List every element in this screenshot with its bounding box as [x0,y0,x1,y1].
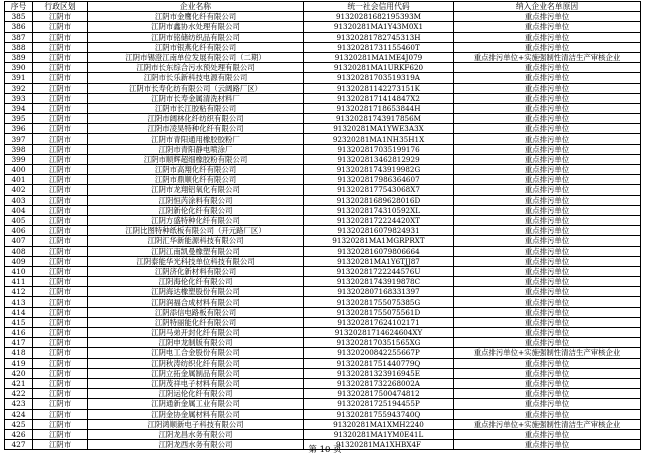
cell-company-name: 江阴比图特种纸板有限公司（开元路厂区） [88,226,304,236]
cell-reason: 重点排污单位 [454,297,641,307]
cell-index: 399 [5,154,33,164]
cell-reason: 重点排污单位 [454,185,641,195]
cell-index: 388 [5,42,33,52]
table-row [5,42,641,52]
cell-region: 江阴市 [33,144,88,154]
cell-company-name: 江阴金协金属材料有限公司 [88,409,304,419]
cell-credit-code: 91320281714148​47X2 [304,93,454,103]
cell-company-name: 江阴市龙翔铝氧化有限公司 [88,185,304,195]
cell-region: 江阴市 [33,307,88,317]
cell-reason: 重点排污单位 [454,277,641,287]
table-row [5,134,641,144]
header-credit-code: 统一社会信用代码 [304,2,454,12]
cell-company-name: 江阴立拓金属制品有限公司 [88,368,304,378]
cell-credit-code: 91320281MA1YM0E41L [304,429,454,439]
cell-credit-code: 913202807168331397 [304,287,454,297]
cell-credit-code: 91320281346281292​9 [304,154,454,164]
cell-index: 394 [5,103,33,113]
cell-region: 江阴市 [33,429,88,439]
table-row [5,103,641,113]
cell-index: 422 [5,389,33,399]
cell-region: 江阴市 [33,409,88,419]
cell-reason: 重点排污单位 [454,12,641,22]
cell-reason: 重点排污单位 [454,266,641,276]
table-row [5,419,641,429]
cell-credit-code: 913202816896280​16D [304,195,454,205]
cell-credit-code: 91320281MA1YWE3A3X [304,124,454,134]
cell-company-name: 江阴市凌昊特种化纤有限公司 [88,124,304,134]
cell-reason: 重点排污单位 [454,154,641,164]
cell-index: 395 [5,114,33,124]
cell-region: 江阴市 [33,266,88,276]
cell-reason: 重点排污单位 [454,338,641,348]
cell-reason: 重点排污单位 [454,73,641,83]
cell-credit-code: 91320281703519917​6 [304,144,454,154]
cell-reason: 重点排污单位 [454,124,641,134]
cell-index: 413 [5,297,33,307]
cell-region: 江阴市 [33,103,88,113]
cell-company-name: 江阴汇华新能源科技有限公司 [88,236,304,246]
cell-credit-code: 913202817550755​61D [304,307,454,317]
cell-credit-code: 91320281682195393M [304,12,454,22]
cell-company-name: 江阴市青阳静电喷涂厂 [88,144,304,154]
table-row [5,165,641,175]
cell-company-name: 江阴市顺辉超细橡胶粉有限公司 [88,154,304,164]
table-row [5,429,641,439]
cell-index: 424 [5,409,33,419]
cell-region: 江阴市 [33,165,88,175]
cell-company-name: 江阴市青阳通用橡胶胶粉厂 [88,134,304,144]
header-region: 行政区划 [33,2,88,12]
cell-region: 江阴市 [33,277,88,287]
table-row [5,277,641,287]
table-row [5,236,641,246]
table-row [5,409,641,419]
cell-company-name: 江阴方盛特种化纤有限公司 [88,215,304,225]
table-row [5,368,641,378]
cell-region: 江阴市 [33,205,88,215]
cell-index: 421 [5,378,33,388]
cell-region: 江阴市 [33,338,88,348]
cell-credit-code: 913202817439199​82G [304,165,454,175]
cell-credit-code: 91320281798636​4607 [304,175,454,185]
cell-region: 江阴市 [33,124,88,134]
cell-company-name: 江阴市银燕化纤有限公司 [88,42,304,52]
cell-reason: 重点排污单位 [454,175,641,185]
cell-company-name: 江阴江南凯曼橡塑有限公司 [88,246,304,256]
cell-company-name: 江阴添信电路板有限公司 [88,307,304,317]
cell-company-name: 江阴市阔林化纤纺织有限公司 [88,114,304,124]
cell-company-name: 江阴济化新材料有限公司 [88,266,304,276]
cell-index: 398 [5,144,33,154]
cell-credit-code: 913202817431059​2XL [304,205,454,215]
cell-index: 414 [5,307,33,317]
cell-region: 江阴市 [33,226,88,236]
cell-index: 389 [5,52,33,62]
cell-index: 393 [5,93,33,103]
cell-company-name: 江阴恒芮涂料有限公司 [88,195,304,205]
cell-credit-code: 913202008422556​67P [304,348,454,358]
cell-region: 江阴市 [33,12,88,22]
cell-company-name: 江阴润福合成材料有限公司 [88,297,304,307]
cell-region: 江阴市 [33,236,88,246]
cell-credit-code: 92320281MA1NH35H1X [304,134,454,144]
cell-company-name: 江阴秋涛纺织化纤有限公司 [88,358,304,368]
page-number: 第 10 页 [308,445,342,455]
cell-credit-code: 91320281MA1Y6TJJ87 [304,256,454,266]
cell-index: 391 [5,73,33,83]
cell-credit-code: 91320281MA1ME4J079 [304,52,454,62]
cell-credit-code: 91320281725194455P [304,399,454,409]
cell-company-name: 江阴市金鹰化纤有限公司 [88,12,304,22]
cell-company-name: 江阴市长寿金属清洗材料厂 [88,93,304,103]
enterprise-table [4,1,641,450]
table-row [5,114,641,124]
cell-reason: 重点排污单位 [454,226,641,236]
table-row [5,358,641,368]
cell-company-name: 江阴龙西水务有限公司 [88,440,304,450]
table-body [5,12,641,450]
cell-index: 417 [5,338,33,348]
cell-company-name: 江阴海伦化纤有限公司 [88,277,304,287]
cell-index: 397 [5,134,33,144]
cell-region: 江阴市 [33,399,88,409]
table-row [5,205,641,215]
cell-reason: 重点排污单位 [454,440,641,450]
cell-index: 407 [5,236,33,246]
cell-index: 418 [5,348,33,358]
cell-credit-code: 91320281323916945E [304,368,454,378]
cell-reason: 重点排污单位 [454,83,641,93]
cell-index: 409 [5,256,33,266]
cell-index: 412 [5,287,33,297]
cell-reason: 重点排污单位+实施强制性清洁生产审核企业 [454,52,641,62]
cell-region: 江阴市 [33,175,88,185]
cell-region: 江阴市 [33,114,88,124]
table-row [5,144,641,154]
cell-index: 416 [5,328,33,338]
cell-region: 江阴市 [33,368,88,378]
cell-reason: 重点排污单位 [454,215,641,225]
cell-company-name: 江阴茂祥电子材料有限公司 [88,378,304,388]
cell-index: 405 [5,215,33,225]
cell-reason: 重点排污单位 [454,256,641,266]
cell-reason: 重点排污单位 [454,114,641,124]
cell-index: 406 [5,226,33,236]
cell-reason: 重点排污单位 [454,205,641,215]
cell-reason: 重点排污单位 [454,134,641,144]
cell-reason: 重点排污单位 [454,328,641,338]
table-row [5,297,641,307]
cell-credit-code: 91320281142273151K [304,83,454,93]
cell-reason: 重点排污单位 [454,317,641,327]
cell-credit-code: 91320281751440​779Q [304,358,454,368]
cell-reason: 重点排污单位 [454,236,641,246]
cell-region: 江阴市 [33,419,88,429]
cell-index: 427 [5,440,33,450]
cell-reason: 重点排污单位 [454,103,641,113]
table-row [5,389,641,399]
cell-company-name: 江阴市鼎顺化纤有限公司 [88,175,304,185]
cell-credit-code: 913202817035156​5XG [304,338,454,348]
table-row [5,378,641,388]
cell-credit-code: 91320281MA1XHBX4F [304,440,454,450]
table-row [5,399,641,409]
cell-index: 396 [5,124,33,134]
cell-reason: 重点排污单位 [454,409,641,419]
cell-company-name: 江阴海达橡塑股份有限公司 [88,287,304,297]
cell-credit-code: 91320281743919​878C [304,277,454,287]
cell-index: 408 [5,246,33,256]
cell-region: 江阴市 [33,195,88,205]
cell-credit-code: 9132028170351931​9A [304,73,454,83]
header-company-name: 企业名称 [88,2,304,12]
cell-region: 江阴市 [33,52,88,62]
cell-credit-code: 91320281MA1URKF620 [304,63,454,73]
cell-reason: 重点排污单位 [454,368,641,378]
table-row [5,348,641,358]
cell-reason: 重点排污单位 [454,246,641,256]
cell-reason: 重点排污单位 [454,42,641,52]
cell-region: 江阴市 [33,22,88,32]
cell-region: 江阴市 [33,42,88,52]
table-row [5,317,641,327]
cell-company-name: 江阴电工合金股份有限公司 [88,348,304,358]
cell-credit-code: 913202817322680​02A [304,378,454,388]
table-row [5,185,641,195]
cell-index: 387 [5,32,33,42]
cell-region: 江阴市 [33,32,88,42]
cell-region: 江阴市 [33,73,88,83]
cell-region: 江阴市 [33,287,88,297]
cell-company-name: 江阴特丽能化纤有限公司 [88,317,304,327]
cell-reason: 重点排污单位 [454,307,641,317]
cell-reason: 重点排污单位 [454,22,641,32]
cell-credit-code: 91320281722244​576U [304,266,454,276]
table-row [5,22,641,32]
cell-region: 江阴市 [33,83,88,93]
cell-index: 404 [5,205,33,215]
cell-credit-code: 91320281762410​2171 [304,317,454,327]
cell-index: 402 [5,185,33,195]
table-row [5,287,641,297]
cell-region: 江阴市 [33,256,88,266]
cell-reason: 重点排污单位 [454,358,641,368]
cell-reason: 重点排污单位+实施强制性清洁生产审核企业 [454,419,641,429]
table-row [5,338,641,348]
cell-region: 江阴市 [33,440,88,450]
cell-index: 392 [5,83,33,93]
cell-reason: 重点排污单位 [454,389,641,399]
table-row [5,52,641,62]
table-row [5,256,641,266]
cell-credit-code: 913202817550753​85G [304,297,454,307]
cell-index: 415 [5,317,33,327]
cell-company-name: 江阴通新金属工业有限公司 [88,399,304,409]
cell-credit-code: 91320281775430​68X7 [304,185,454,195]
cell-region: 江阴市 [33,215,88,225]
cell-credit-code: 913202817311554​60T [304,42,454,52]
cell-company-name: 江阴市长乐新科技电源有限公司 [88,73,304,83]
cell-reason: 重点排污单位 [454,378,641,388]
cell-region: 江阴市 [33,134,88,144]
cell-index: 401 [5,175,33,185]
cell-credit-code: 913202816079824931 [304,226,454,236]
cell-credit-code: 91320281722244​20XT [304,215,454,225]
table-row [5,83,641,93]
cell-index: 423 [5,399,33,409]
cell-company-name: 江阴市长江胶粘有限公司 [88,103,304,113]
cell-region: 江阴市 [33,154,88,164]
table-row [5,12,641,22]
cell-credit-code: 91320281755943740Q [304,409,454,419]
cell-region: 江阴市 [33,328,88,338]
cell-region: 江阴市 [33,378,88,388]
cell-credit-code: 91320281782745313H [304,32,454,42]
cell-reason: 重点排污单位 [454,429,641,439]
cell-reason: 重点排污单位 [454,93,641,103]
cell-region: 江阴市 [33,63,88,73]
cell-company-name: 江阴市锡澄江南单位发展有限公司（二期） [88,52,304,62]
cell-credit-code: 9132028171462460​4XY [304,328,454,338]
cell-reason: 重点排污单位 [454,32,641,42]
cell-index: 390 [5,63,33,73]
table-row [5,215,641,225]
cell-index: 386 [5,22,33,32]
cell-reason: 重点排污单位 [454,165,641,175]
cell-credit-code: 91320281MA1XMH2240 [304,419,454,429]
cell-company-name: 江阴市鑫协水处理有限公司 [88,22,304,32]
cell-company-name: 江阴鸿顺新电子科技有限公司 [88,419,304,429]
table-row [5,226,641,236]
cell-index: 403 [5,195,33,205]
table-row [5,73,641,83]
cell-region: 江阴市 [33,93,88,103]
table-row [5,175,641,185]
cell-region: 江阴市 [33,246,88,256]
cell-reason: 重点排污单位 [454,144,641,154]
table-row [5,93,641,103]
cell-company-name: 江阴申龙制版有限公司 [88,338,304,348]
cell-company-name: 江阴马弟开封化纤有限公司 [88,328,304,338]
cell-index: 420 [5,368,33,378]
cell-region: 江阴市 [33,389,88,399]
header-reason: 纳入企业名单原因 [454,2,641,12]
cell-index: 385 [5,12,33,22]
cell-region: 江阴市 [33,348,88,358]
table-row [5,63,641,73]
cell-index: 425 [5,419,33,429]
cell-credit-code: 91320281MA1MGRPRXT [304,236,454,246]
cell-index: 400 [5,165,33,175]
cell-index: 410 [5,266,33,276]
cell-reason: 重点排污单位 [454,287,641,297]
cell-region: 江阴市 [33,185,88,195]
table-row [5,328,641,338]
table-header-row [5,2,641,12]
cell-index: 426 [5,429,33,439]
cell-reason: 重点排污单位 [454,195,641,205]
cell-credit-code: 91320281607980​6664 [304,246,454,256]
cell-credit-code: 913202817500474812 [304,389,454,399]
cell-reason: 重点排污单位 [454,399,641,409]
cell-index: 419 [5,358,33,368]
cell-company-name: 江阴市长寿化纺有限公司（云阔路厂区） [88,83,304,93]
cell-company-name: 江阴运伦化纤有限公司 [88,389,304,399]
cell-company-name: 江阴市高翔化纤有限公司 [88,165,304,175]
header-index: 序号 [5,2,33,12]
table-row [5,195,641,205]
cell-reason: 重点排污单位 [454,63,641,73]
cell-reason: 重点排污单位+实施强制性清洁生产审核企业 [454,348,641,358]
cell-region: 江阴市 [33,358,88,368]
cell-region: 江阴市 [33,297,88,307]
cell-credit-code: 913202817186538​44H [304,103,454,113]
table-row [5,266,641,276]
table-row [5,307,641,317]
cell-company-name: 江阴泰能华光科技单位科技有限公司 [88,256,304,266]
table-row [5,124,641,134]
cell-index: 411 [5,277,33,287]
cell-company-name: 江阴龙昌水务有限公司 [88,429,304,439]
table-row [5,32,641,42]
table-row [5,246,641,256]
cell-credit-code: 91320281MA1Y43M0X1 [304,22,454,32]
cell-company-name: 江阴市长东综合污水预处理有限公司 [88,63,304,73]
cell-company-name: 江阴市铭储纺织品有限公司 [88,32,304,42]
cell-credit-code: 91320281743917856M [304,114,454,124]
table-row [5,154,641,164]
cell-region: 江阴市 [33,317,88,327]
cell-company-name: 江阴新伦化纤有限公司 [88,205,304,215]
